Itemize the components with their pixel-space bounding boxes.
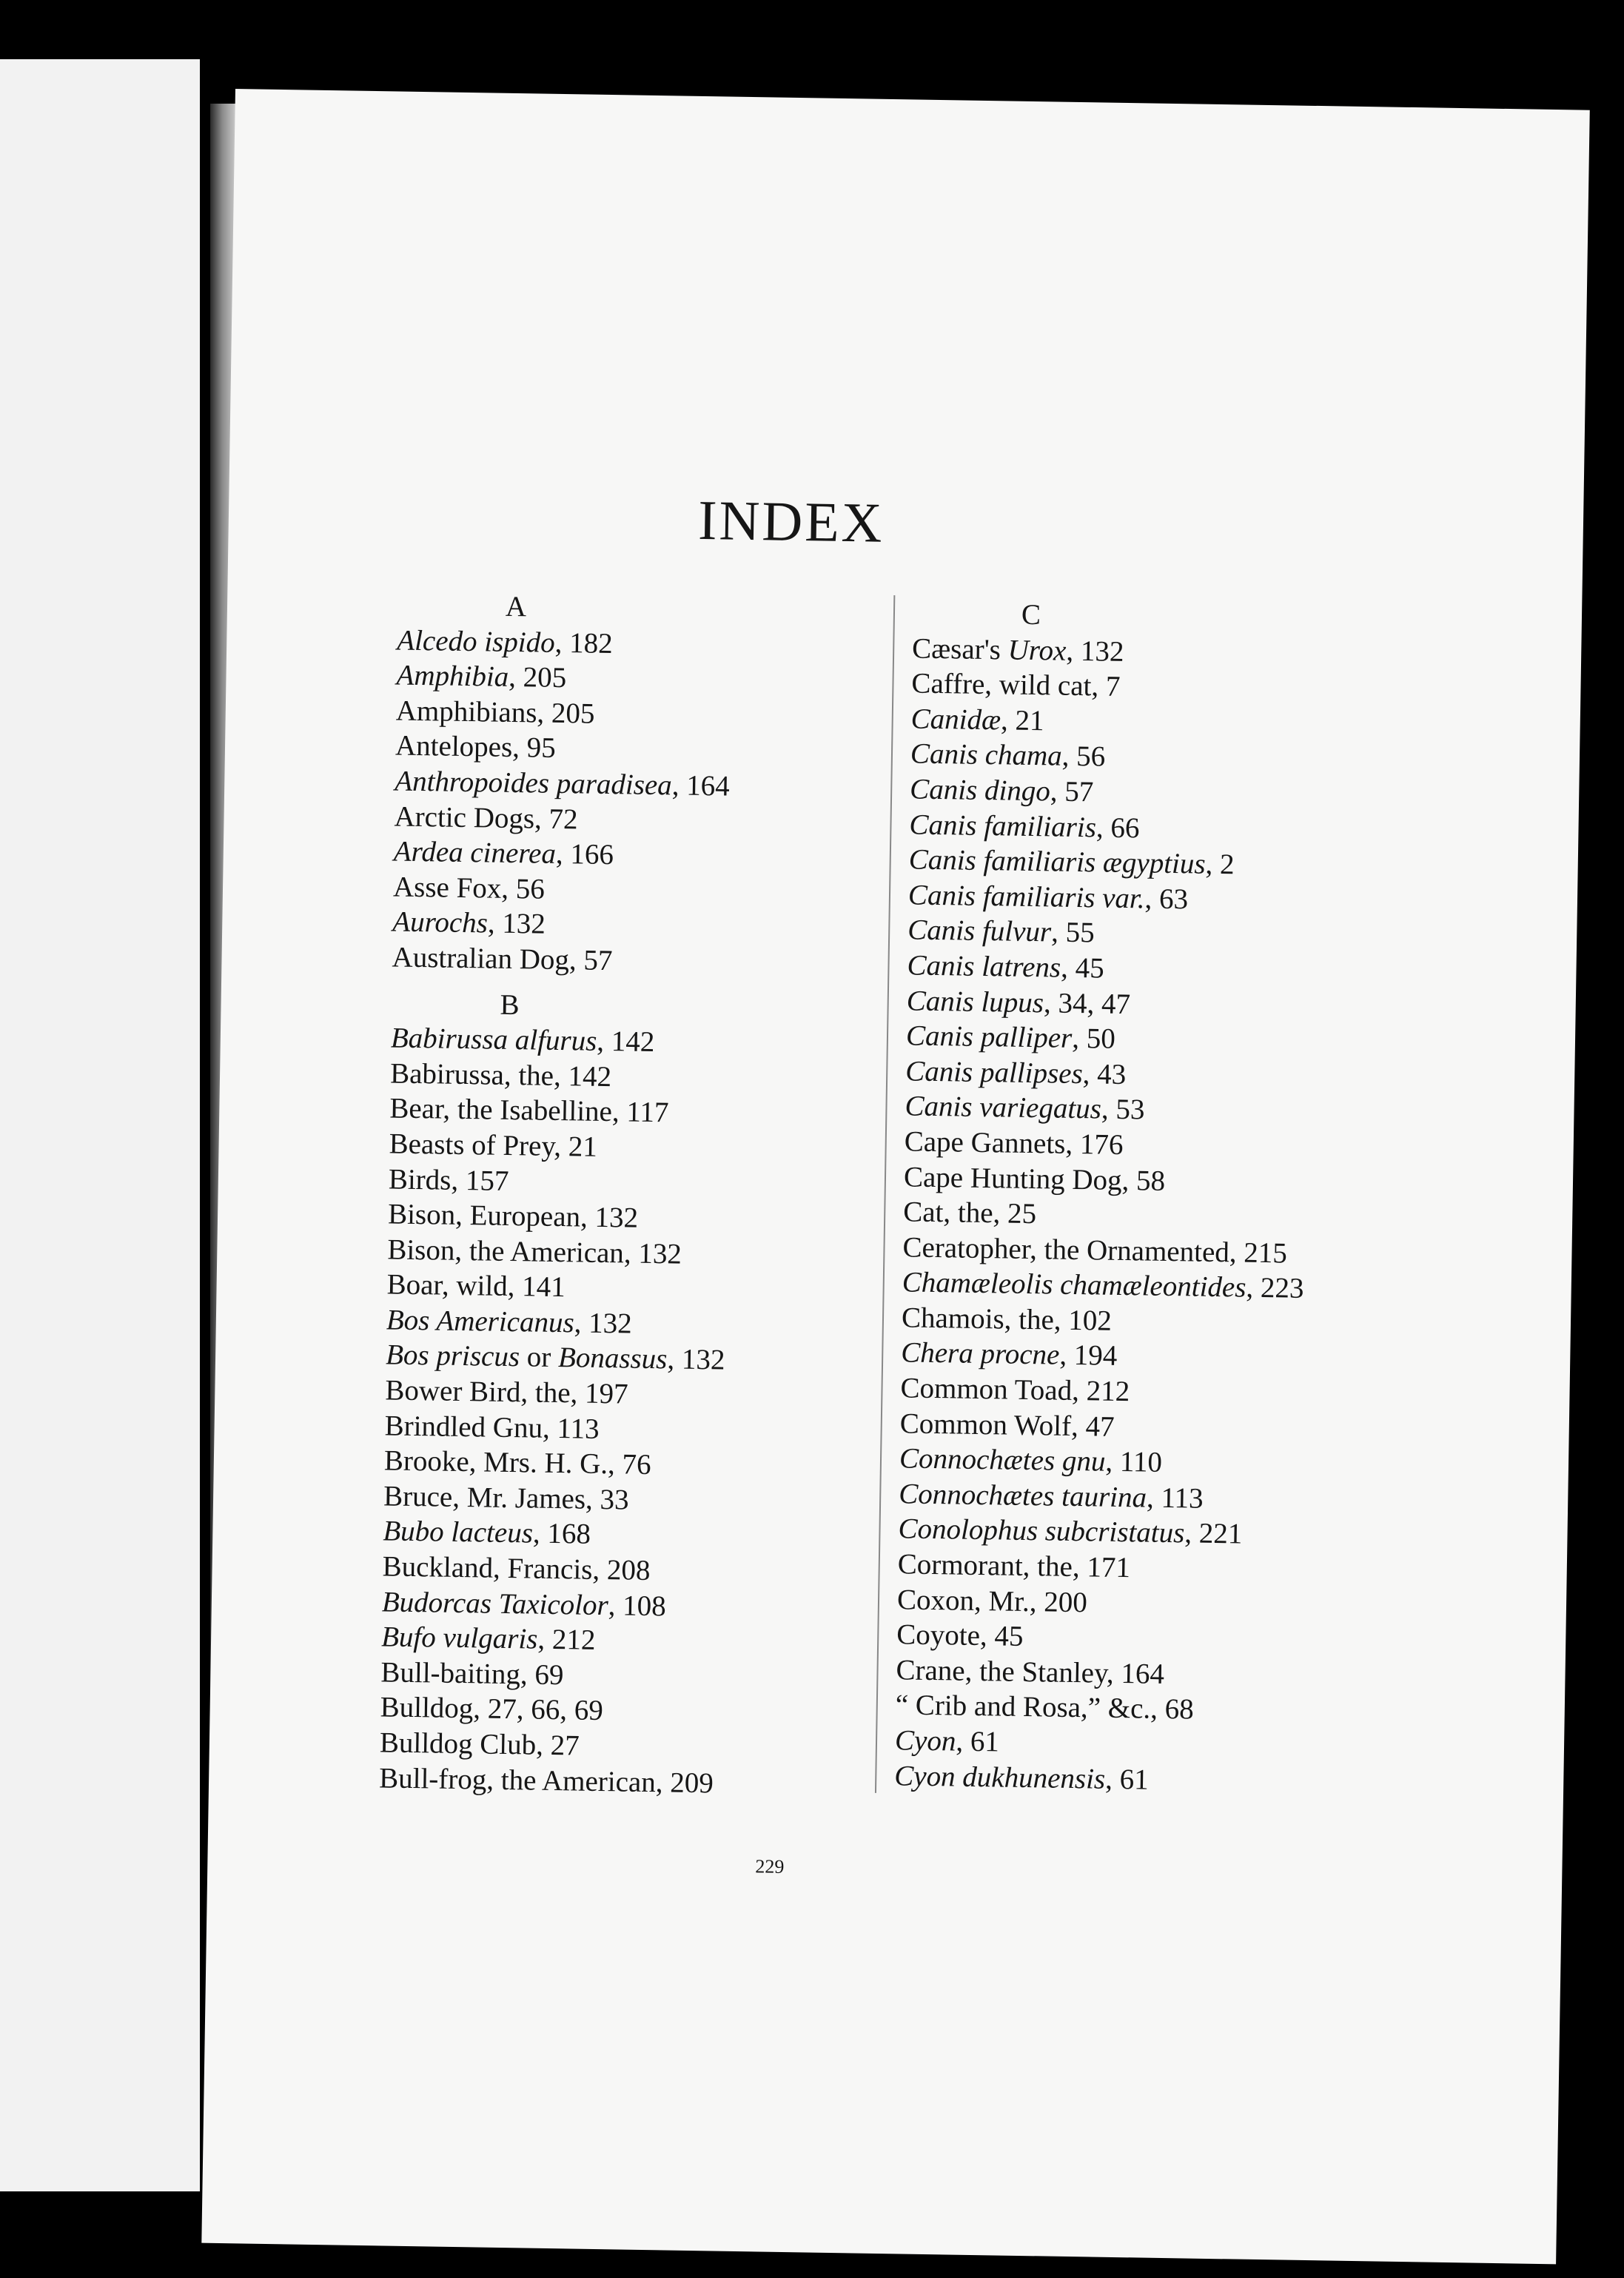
entry-pages: , 61 (1104, 1763, 1150, 1796)
index-entry (379, 1761, 839, 1803)
entry-pages: , 45 (979, 1620, 1024, 1653)
entry-name: Common Toad (900, 1372, 1073, 1407)
entry-name: Caffre, wild cat (911, 667, 1092, 703)
entry-pages: , 132 (580, 1201, 639, 1234)
entry-connector: or (519, 1341, 559, 1374)
entry-name: Cyon (894, 1724, 956, 1758)
entry-name: Ardea cinerea (393, 835, 557, 871)
entry-name: Boar, wild (386, 1268, 509, 1303)
entry-name: Canis dingo (909, 773, 1051, 808)
entry-pages: , 221 (1184, 1517, 1243, 1551)
entry-name: Crane, the Stanley (896, 1654, 1107, 1689)
entry-name: Brindled Gnu (384, 1410, 543, 1444)
entry-name-secondary: Urox (1007, 634, 1067, 667)
entry-name: Arctic Dogs (394, 800, 535, 835)
entry-pages: , 61 (956, 1725, 1000, 1758)
entry-pages: , 66 (1095, 811, 1140, 844)
entry-name: Canis fulvur (907, 914, 1052, 948)
entry-pages: , 132 (574, 1307, 633, 1340)
entry-pages: , 68 (1150, 1693, 1195, 1726)
entry-pages: , 171 (1072, 1551, 1131, 1584)
entry-name: Australian Dog (392, 941, 570, 976)
entry-pages: , 182 (554, 626, 614, 660)
entry-pages: , 110 (1105, 1445, 1163, 1479)
entry-name: Cat, the (902, 1196, 993, 1230)
section-a-entries (392, 623, 856, 982)
entry-pages: , 164 (671, 769, 731, 803)
entry-name: Babirussa alfurus (390, 1022, 597, 1057)
entry-pages: , 45 (1060, 951, 1104, 985)
entry-pages: , 132 (487, 907, 546, 941)
entry-name: Bull-baiting (380, 1656, 521, 1691)
entry-pages: , 212 (537, 1623, 596, 1657)
entry-name: Bruce, Mr. James (383, 1480, 586, 1515)
entry-name: Bufo vulgaris (380, 1621, 538, 1655)
entry-pages: , 212 (1071, 1375, 1130, 1408)
left-page-edge (0, 59, 200, 2191)
entry-name: Aurochs (392, 905, 489, 939)
entry-pages: , 33 (585, 1483, 629, 1516)
entry-pages: , 63 (1144, 882, 1189, 916)
entry-name: Cæsar's (911, 632, 1009, 666)
section-letter-b: B (500, 988, 520, 1021)
entry-pages: , 25 (993, 1197, 1037, 1230)
index-column-right (875, 595, 1490, 1803)
entry-name: Canis familiaris ægyptius (908, 843, 1206, 880)
page-number: 229 (755, 1855, 785, 1877)
entry-name: Bear, the Isabelline (389, 1092, 613, 1128)
entry-pages: , 72 (534, 803, 578, 835)
entry-name: Coxon, Mr. (896, 1583, 1030, 1618)
entry-pages: , 27 (535, 1729, 580, 1762)
entry-name: Connochætes gnu (899, 1442, 1106, 1478)
entry-name: Buckland, Francis (382, 1550, 593, 1586)
entry-name: Bubo lacteus (383, 1515, 534, 1550)
entry-pages: , 76 (607, 1448, 651, 1481)
entry-pages: , 141 (507, 1270, 566, 1304)
entry-pages: , 95 (511, 731, 557, 765)
entry-pages: , 142 (596, 1025, 655, 1059)
entry-pages: , 108 (608, 1589, 667, 1623)
index-entry (392, 939, 851, 982)
entry-pages: , 57 (568, 944, 613, 977)
entry-name: Chamæleolis chamæleontides (902, 1266, 1246, 1304)
entry-name: Amphibia (396, 659, 509, 694)
section-c-entries (894, 631, 1490, 1803)
page-title: INDEX (697, 489, 885, 555)
entry-pages: , 142 (553, 1059, 612, 1093)
entry-name: Bower Bird, the (385, 1374, 571, 1410)
entry-pages: , 215 (1229, 1236, 1288, 1270)
entry-pages: , 34, 47 (1043, 986, 1131, 1020)
entry-pages: , 197 (570, 1377, 628, 1410)
entry-pages: , 2 (1205, 848, 1235, 881)
entry-name: Chera procne (900, 1336, 1060, 1372)
entry-pages: , 194 (1059, 1339, 1118, 1373)
entry-name: Birds (388, 1162, 452, 1196)
entry-pages: , 7 (1091, 670, 1121, 703)
entry-pages: , 205 (537, 697, 595, 730)
entry-name: Babirussa, the (389, 1057, 554, 1092)
index-column-left (379, 588, 857, 1803)
entry-name: Budorcas Taxicolor (381, 1585, 609, 1621)
entry-pages: , 27, 66, 69 (473, 1692, 604, 1727)
entry-name: Chamois, the (901, 1302, 1055, 1336)
entry-pages: , 69 (520, 1658, 564, 1692)
entry-name: Bulldog (380, 1691, 474, 1725)
entry-name: Canis pallipses (905, 1055, 1084, 1090)
entry-pages: , 166 (555, 838, 614, 871)
entry-pages: , 53 (1101, 1093, 1145, 1126)
entry-pages: , 132 (1066, 634, 1124, 668)
entry-name: Asse Fox (392, 871, 502, 905)
entry-name: Bos Americanus (386, 1304, 575, 1339)
entry-name: Anthropoides paradisea (395, 765, 673, 802)
entry-pages: , 132 (667, 1343, 725, 1377)
entry-name: Canis latrens (907, 949, 1061, 984)
entry-pages: , 168 (532, 1517, 591, 1551)
entry-name: Bos priscus (385, 1339, 520, 1373)
entry-name: Beasts of Prey (389, 1128, 554, 1162)
entry-pages: , 132 (623, 1237, 682, 1270)
entry-name: Cyon dukhunensis (893, 1759, 1106, 1795)
entry-pages: , 55 (1050, 916, 1095, 949)
entry-pages: , 56 (1061, 740, 1106, 773)
entry-pages: , 50 (1071, 1022, 1116, 1055)
entry-pages: , 205 (508, 661, 567, 694)
entry-name: Alcedo ispido (396, 624, 556, 659)
entry-pages: , 113 (1146, 1481, 1204, 1515)
entry-pages: , 176 (1065, 1128, 1124, 1161)
entry-name: Antelopes (395, 729, 513, 764)
entry-name: Canis familiaris (909, 808, 1097, 843)
entry-name: Ceratopher, the Ornamented (902, 1231, 1230, 1268)
entry-pages: , 57 (1050, 775, 1094, 808)
entry-name: Canis chama (910, 737, 1063, 773)
entry-name: Bison, the American (387, 1233, 625, 1270)
entry-pages: , 102 (1053, 1304, 1113, 1337)
entry-pages: , 47 (1070, 1410, 1115, 1443)
section-b-entries (379, 1021, 850, 1803)
entry-name: Common Wolf (899, 1407, 1072, 1442)
entry-name: Canis familiaris var. (907, 879, 1145, 915)
entry-name: Canis variegatus (905, 1090, 1102, 1125)
entry-name: Bison, European (387, 1198, 581, 1233)
entry-name: Brooke, Mrs. H. G. (383, 1444, 608, 1481)
entry-pages: , 43 (1082, 1057, 1127, 1091)
entry-name: Bull-frog, the American (378, 1761, 657, 1798)
entry-name: Bulldog Club (379, 1726, 537, 1761)
entry-pages: , 21 (1000, 704, 1044, 737)
entry-pages: , 21 (554, 1130, 598, 1163)
entry-name: Conolophus subcristatus (898, 1512, 1185, 1550)
entry-name: Cape Hunting Dog (903, 1160, 1122, 1196)
entry-name: Canis lupus (906, 984, 1044, 1019)
entry-pages: , 208 (592, 1553, 651, 1587)
entry-name: Connochætes taurina (898, 1478, 1147, 1514)
entry-pages: , 117 (611, 1096, 669, 1129)
entry-pages: , 56 (501, 872, 546, 905)
entry-pages: , 58 (1121, 1164, 1166, 1197)
entry-pages: , 113 (542, 1412, 600, 1445)
entry-name: Canidæ (910, 703, 1001, 737)
entry-name: Amphibians (395, 694, 537, 729)
index-page (201, 89, 1589, 2264)
entry-pages: , 157 (451, 1164, 509, 1197)
entry-name: Cape Gannets (904, 1125, 1066, 1160)
entry-name: Cormorant, the (897, 1548, 1073, 1584)
section-letter-a: A (505, 590, 527, 623)
section-letter-c: C (1021, 598, 1041, 632)
entry-name-secondary: Bonassus (557, 1341, 668, 1376)
entry-pages: , 164 (1106, 1657, 1165, 1690)
entry-name: Canis palliper (905, 1019, 1073, 1055)
entry-name: “ Crib and Rosa,” &c. (895, 1689, 1151, 1726)
entry-pages: , 209 (655, 1766, 714, 1800)
entry-pages: , 200 (1029, 1585, 1088, 1618)
entry-pages: , 223 (1246, 1271, 1304, 1305)
entry-name: Coyote (896, 1618, 981, 1652)
